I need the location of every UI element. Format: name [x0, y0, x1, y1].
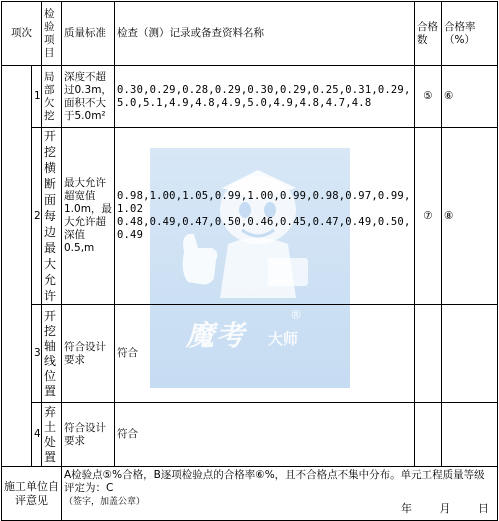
registered-mark: ® — [290, 308, 302, 322]
footer-row — [2, 467, 498, 521]
footer-month: 月 — [439, 502, 451, 515]
quality-table — [1, 1, 498, 521]
header-inspect: 检验项目 — [42, 2, 62, 66]
header-records: 检查（测）记录或备查资料名称 — [115, 2, 415, 66]
row-number: 3 — [32, 305, 42, 403]
footer-signature-note: （签字，加盖公章） — [64, 497, 146, 507]
footer-label: 施工单位自评意见 — [2, 467, 62, 521]
row-pass-count — [415, 403, 442, 467]
row-item: 开挖轴线位置 — [42, 305, 62, 403]
row-standard: 符合设计要求 — [62, 305, 115, 403]
records-line-2: 0.48,0.49,0.47,0.50,0.46,0.45,0.47,0.49,0.50,0.49 — [117, 216, 411, 241]
footer-content — [62, 467, 498, 521]
footer-date — [377, 502, 489, 515]
header-row — [2, 2, 498, 66]
watermark-sub: 大师 — [268, 330, 299, 348]
footer-day: 日 — [478, 502, 489, 515]
row-number: 4 — [32, 403, 42, 467]
footer-assessment: A检验点⑤%合格，B逐项检验点的合格率⑥%，且不合格点不集中分布。单元工程质量等级评定为：C — [64, 469, 485, 494]
row-pass-rate — [442, 305, 498, 403]
table-row — [2, 66, 498, 128]
row-number: 2 — [32, 128, 42, 305]
row-standard: 深度不超过0.3m，面积不大于5.0m² — [62, 66, 115, 128]
header-pass-count: 合格数 — [415, 2, 442, 66]
row-standard: 最大允许超宽值1.0m，最大允许超深值0.5,m — [62, 128, 115, 305]
row-records: 符合 — [115, 305, 415, 403]
row-standard: 符合设计要求 — [62, 403, 115, 467]
row-number: 1 — [32, 66, 42, 128]
table-row — [2, 403, 498, 467]
footer-year: 年 — [401, 502, 412, 515]
table-row — [2, 305, 498, 403]
row-item: 局部欠挖 — [42, 66, 62, 128]
row-item: 弃土处置 — [42, 403, 62, 467]
row-records: 符合 — [115, 403, 415, 467]
row-records — [115, 128, 415, 305]
header-standard: 质量标准 — [62, 2, 115, 66]
row-pass-count: ⑦ — [415, 128, 442, 305]
row-pass-rate — [442, 403, 498, 467]
row-records: 0.30,0.29,0.28,0.29,0.30,0.29,0.25,0.31,0.29,5.0,5.1,4.9,4.8,4.9,5.0,4.9,4.8,4.7,4.8 — [115, 66, 415, 128]
header-pass-rate: 合格率（%） — [442, 2, 498, 66]
records-line-1: 0.98,1.00,1.05,0.99,1.00,0.99,0.98,0.97,0.99,1.02 — [117, 190, 411, 215]
row-item: 开挖横断面每边最大允许 — [42, 128, 62, 305]
row-pass-rate: ⑥ — [442, 66, 498, 128]
table-row — [2, 128, 498, 305]
header-item: 项次 — [2, 2, 42, 66]
row-pass-count: ⑤ — [415, 66, 442, 128]
watermark-brand: 魔考 — [186, 319, 247, 352]
row-pass-count — [415, 305, 442, 403]
row-pass-rate: ⑧ — [442, 128, 498, 305]
